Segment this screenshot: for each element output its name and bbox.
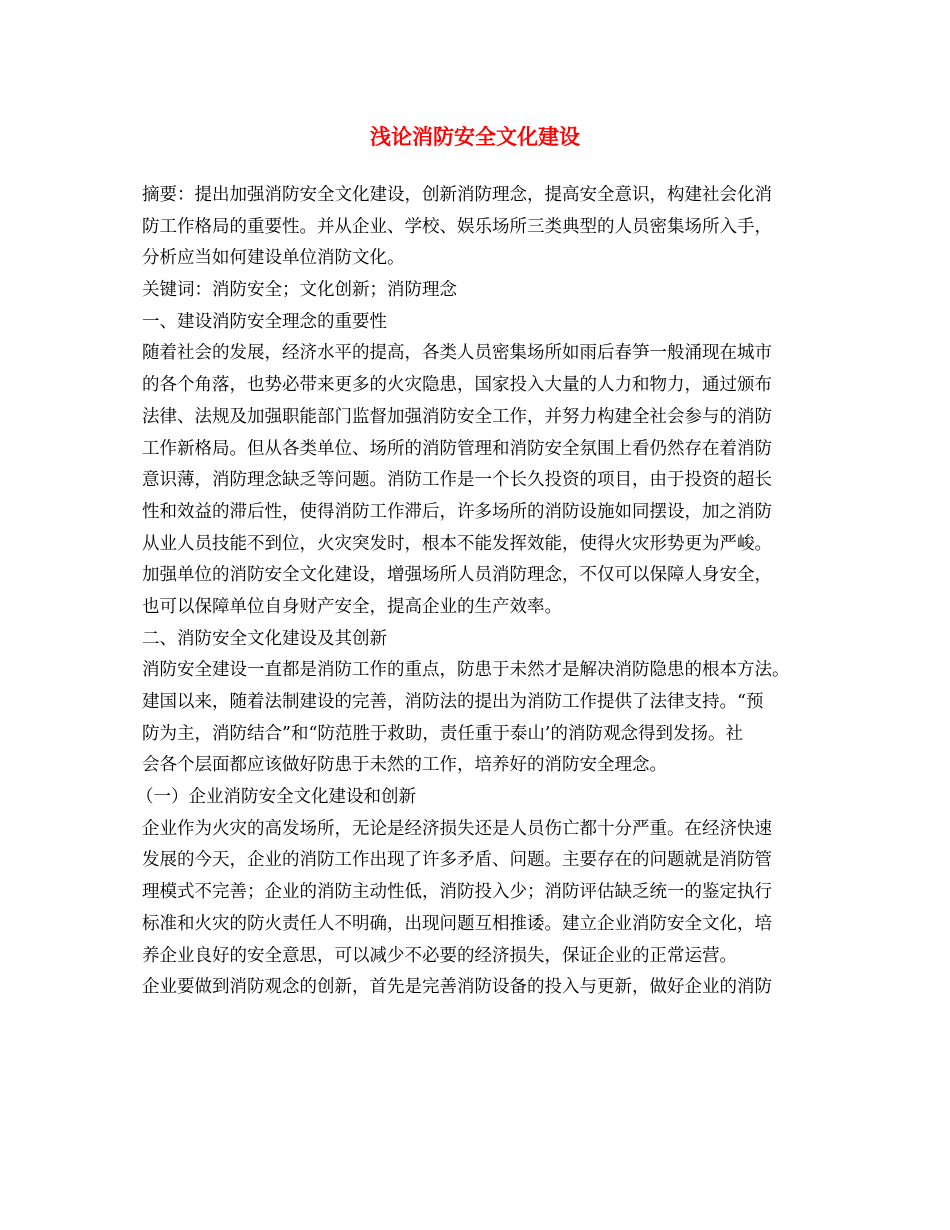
paragraph-line: 也可以保障单位自身财产安全，提高企业的生产效率。 bbox=[142, 596, 562, 617]
section-heading: 二、消防安全文化建设及其创新 bbox=[142, 628, 387, 649]
paragraph-line: 消防安全建设一直都是消防工作的重点，防患于未然才是解决消防隐患的根本方法。 bbox=[142, 660, 790, 681]
paragraph-line: 工作新格局。但从各类单位、场所的消防管理和消防安全氛围上看仍然存在着消防 bbox=[142, 438, 772, 459]
paragraph-line: 标准和火灾的防火责任人不明确，出现问题互相推诿。建立企业消防安全文化，培 bbox=[142, 913, 772, 934]
paragraph-line: 的各个角落，也势必带来更多的火灾隐患，国家投入大量的人力和物力，通过颁布 bbox=[142, 375, 772, 396]
paragraph-line: 加强单位的消防安全文化建设，增强场所人员消防理念，不仅可以保障人身安全， bbox=[142, 565, 772, 586]
paragraph-line: 建国以来，随着法制建设的完善，消防法的提出为消防工作提供了法律支持。“预 bbox=[142, 692, 764, 712]
subsection-heading: （一）企业消防安全文化建设和创新 bbox=[136, 787, 416, 808]
document-body bbox=[136, 180, 810, 1004]
paragraph-line: 防为主，消防结合”和“防范胜于救助，责任重于泰山’的消防观念得到发扬。社 bbox=[142, 723, 743, 744]
paragraph-line: 分析应当如何建设单位消防文化。 bbox=[142, 248, 405, 269]
document-title: 浅论消防安全文化建设 bbox=[370, 124, 580, 149]
paragraph-line: 从业人员技能不到位，火灾突发时，根本不能发挥效能，使得火灾形势更为严峻。 bbox=[142, 533, 772, 554]
paragraph-line: 养企业良好的安全意思，可以减少不必要的经济损失，保证企业的正常运营。 bbox=[142, 945, 737, 966]
paragraph-line: 理模式不完善；企业的消防主动性低，消防投入少；消防评估缺乏统一的鉴定执行 bbox=[142, 882, 772, 903]
paragraph-line: 法律、法规及加强职能部门监督加强消防安全工作，并努力构建全社会参与的消防 bbox=[142, 406, 772, 427]
section-heading: 一、建设消防安全理念的重要性 bbox=[142, 311, 387, 332]
paragraph-line: 企业作为火灾的高发场所，无论是经济损失还是人员伤亡都十分严重。在经济快速 bbox=[142, 818, 772, 839]
paragraph-line: 企业要做到消防观念的创新，首先是完善消防设备的投入与更新，做好企业的消防 bbox=[142, 977, 772, 998]
keywords-line: 关键词：消防安全；文化创新；消防理念 bbox=[142, 280, 457, 301]
paragraph-line: 性和效益的滞后性，使得消防工作滞后，许多场所的消防设施如同摆设，加之消防 bbox=[142, 501, 772, 522]
paragraph-line: 会各个层面都应该做好防患于未然的工作，培养好的消防安全理念。 bbox=[142, 755, 667, 776]
paragraph-line: 摘要：提出加强消防安全文化建设，创新消防理念，提高安全意识，构建社会化消 bbox=[142, 185, 772, 205]
paragraph-line: 意识薄，消防理念缺乏等问题。消防工作是一个长久投资的项目，由于投资的超长 bbox=[142, 470, 772, 491]
paragraph-line: 随着社会的发展，经济水平的提高，各类人员密集场所如雨后春笋一般涌现在城市 bbox=[142, 343, 772, 364]
paragraph-line: 发展的今天，企业的消防工作出现了许多矛盾、问题。主要存在的问题就是消防管 bbox=[142, 850, 772, 871]
paragraph-line: 防工作格局的重要性。并从企业、学校、娱乐场所三类典型的人员密集场所入手， bbox=[142, 216, 772, 237]
